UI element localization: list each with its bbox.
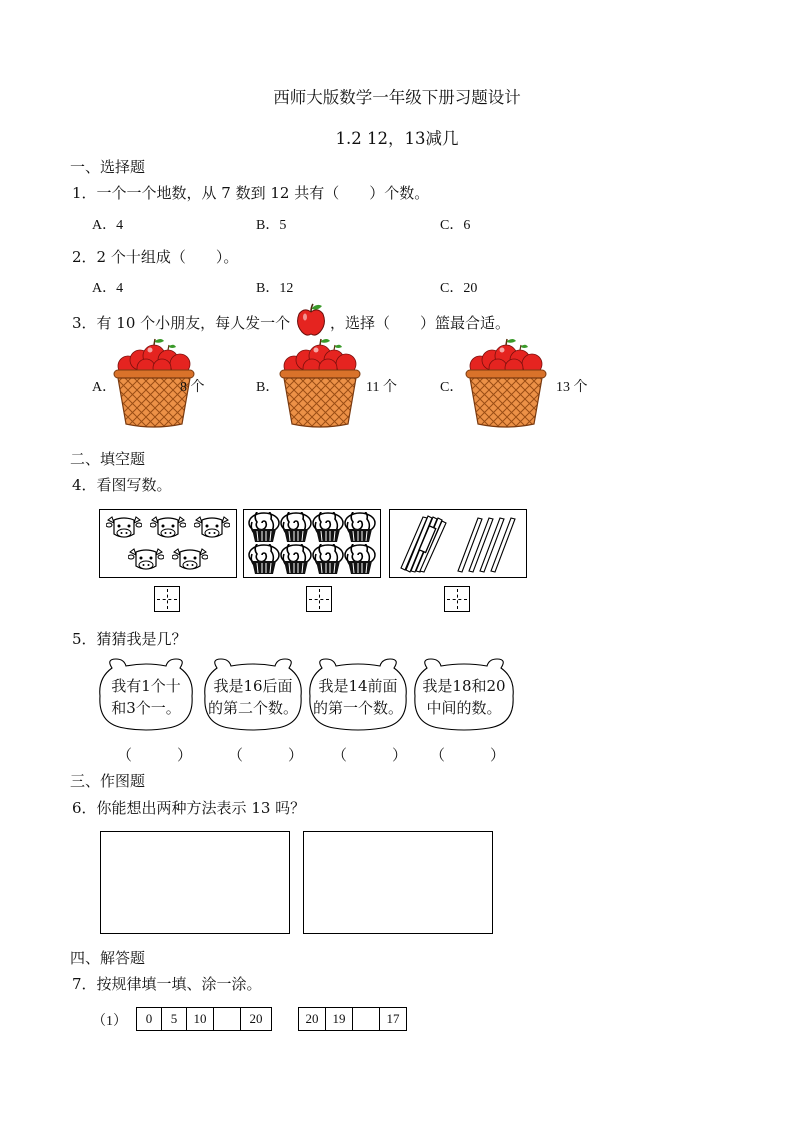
- sequence-cell: 17: [386, 1011, 400, 1026]
- question-3-option-a[interactable]: A．: [92, 380, 117, 395]
- sequence-cell-blank[interactable]: [353, 1008, 380, 1030]
- cake-icon: [312, 512, 344, 543]
- bubble-1-line-1: 我有1个十: [111, 677, 181, 695]
- question-1-option-b[interactable]: B．5: [256, 218, 287, 233]
- cow-icon: [150, 514, 186, 540]
- question-2-text: 2．2 个十组成（ ）。: [72, 248, 239, 266]
- apple-basket-c-icon: [462, 336, 550, 430]
- question-1-text: 1．一个一个地数，从 7 数到 12 共有（ ）个数。: [72, 184, 430, 202]
- apple-icon: [295, 302, 327, 338]
- answer-blank-4[interactable]: （ ）: [430, 746, 506, 764]
- question-6-text: 6．你能想出两种方法表示 13 吗？: [72, 799, 306, 817]
- section-heading-fill: 二、填空题: [70, 450, 146, 468]
- question-3-text-before: 3．有 10 个小朋友，每人发一个: [72, 314, 291, 332]
- question-4-text: 4．看图写数。: [72, 476, 172, 494]
- cake-icon: [248, 544, 280, 575]
- sequence-cell: 19: [326, 1008, 353, 1030]
- answer-blank-2[interactable]: （ ）: [228, 746, 304, 764]
- answer-blank-3[interactable]: （ ）: [332, 746, 408, 764]
- sequence-cell: 0: [137, 1008, 162, 1030]
- bubble-2-line-2: 的第二个数。: [207, 699, 298, 717]
- single-sticks-icon: [452, 516, 522, 574]
- stick-bundle-icon: [398, 514, 448, 574]
- cake-icon: [312, 544, 344, 575]
- cake-icon: [344, 544, 376, 575]
- question-5-text: 5．猜猜我是几？: [72, 630, 187, 648]
- cow-icon: [128, 546, 164, 572]
- sequence-cell: 10: [187, 1008, 214, 1030]
- answer-box-cows[interactable]: [154, 586, 180, 612]
- question-3-text-after: ，选择（ ）篮最合适。: [330, 314, 511, 332]
- question-2-option-b[interactable]: B．12: [256, 281, 294, 296]
- sequence-cell: 20: [299, 1008, 326, 1030]
- cow-icon: [172, 546, 208, 572]
- question-3-count-a: 8 个: [180, 380, 205, 395]
- document-subtitle: 1.2 12，13减几: [335, 129, 459, 148]
- bubble-3-line-2: 的第一个数。: [312, 699, 403, 717]
- question-7-text: 7．按规律填一填、涂一涂。: [72, 975, 262, 993]
- bubble-4-line-1: 我是18和20: [422, 677, 506, 695]
- section-heading-drawing: 三、作图题: [70, 772, 146, 790]
- cow-icon: [106, 514, 142, 540]
- sequence-cell-blank[interactable]: [214, 1008, 241, 1030]
- question-7-part-label: （1）: [92, 1014, 127, 1029]
- question-3-count-c: 13 个: [556, 380, 588, 395]
- sequence-row-1: [136, 1007, 272, 1031]
- section-heading-choice: 一、选择题: [70, 158, 146, 176]
- sequence-cell: 20: [249, 1011, 263, 1026]
- picture-box-cakes: [243, 509, 381, 578]
- bubble-3-line-1: 我是14前面: [318, 677, 398, 695]
- question-1-option-a[interactable]: A．4: [92, 218, 124, 233]
- cake-icon: [248, 512, 280, 543]
- sequence-row-2: [298, 1007, 407, 1031]
- question-2-option-c[interactable]: C．20: [440, 281, 478, 296]
- question-3-option-c[interactable]: C．: [440, 380, 464, 395]
- question-2-option-a[interactable]: A．4: [92, 281, 124, 296]
- sequence-cell: 5: [162, 1008, 187, 1030]
- bubble-2-line-1: 我是16后面: [213, 677, 293, 695]
- answer-box-cakes[interactable]: [306, 586, 332, 612]
- picture-box-sticks: [389, 509, 527, 578]
- cake-icon: [280, 544, 312, 575]
- question-3-count-b: 11 个: [366, 380, 397, 395]
- picture-box-cows: [99, 509, 237, 578]
- cake-icon: [344, 512, 376, 543]
- section-heading-answer: 四、解答题: [70, 949, 146, 967]
- drawing-box-method-2[interactable]: [303, 831, 493, 934]
- apple-basket-b-icon: [276, 336, 364, 430]
- answer-blank-1[interactable]: （ ）: [117, 746, 193, 764]
- cake-icon: [280, 512, 312, 543]
- answer-box-sticks[interactable]: [444, 586, 470, 612]
- cow-icon: [194, 514, 230, 540]
- question-3-option-b[interactable]: B．: [256, 380, 280, 395]
- bubble-1-line-2: 和3个一。: [111, 699, 181, 717]
- bubble-4-line-2: 中间的数。: [426, 699, 502, 717]
- drawing-box-method-1[interactable]: [100, 831, 290, 934]
- document-title: 西师大版数学一年级下册习题设计: [273, 88, 521, 107]
- question-1-option-c[interactable]: C．6: [440, 218, 471, 233]
